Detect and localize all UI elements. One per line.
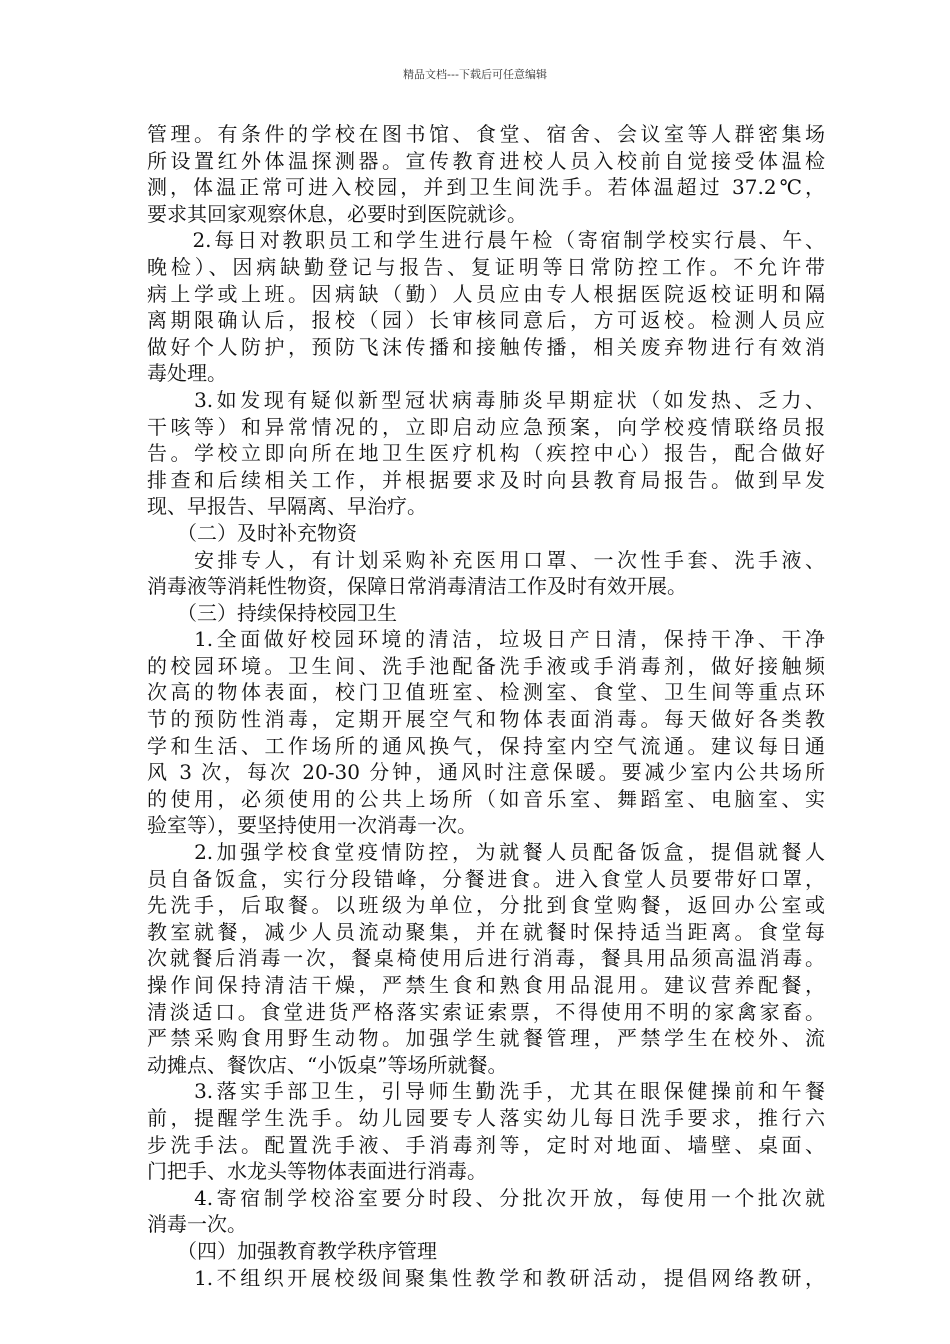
text-line: 操作间保持清洁干燥，严禁生食和熟食用品混用。建议营养配餐， [147, 973, 825, 997]
text-line: 节的预防性消毒，定期开展空气和物体表面消毒。每天做好各类教 [147, 707, 825, 732]
text-line: 次就餐后消毒一次，餐桌椅使用后进行消毒，餐具用品须高温消毒。 [147, 946, 825, 971]
text-line: 1.不组织开展校级间聚集性教学和教研活动，提倡网络教研， [147, 1265, 825, 1290]
text-line: 次高的物体表面，校门卫值班室、检测室、食堂、卫生间等重点环 [147, 680, 825, 705]
text-line: 安排专人，有计划采购补充医用口罩、一次性手套、洗手液、 [147, 547, 825, 572]
text-line: 病上学或上班。因病缺（勤）人员应由专人根据医院返校证明和隔 [147, 281, 825, 306]
text-line: 干咳等）和异常情况的，立即启动应急预案，向学校疫情联络员报 [147, 414, 825, 439]
text-line: 步洗手法。配置洗手液、手消毒剂等，定时对地面、墙壁、桌面、 [147, 1132, 825, 1157]
text-line: 动摊点、餐饮店、“小饭桌”等场所就餐。 [147, 1052, 508, 1077]
text-line: 的使用，必须使用的公共上场所（如音乐室、舞蹈室、电脑室、实 [147, 786, 825, 811]
text-line: 2.加强学校食堂疫情防控，为就餐人员配备饭盒，提倡就餐人 [147, 840, 825, 865]
text-line: （二）及时补充物资 [147, 520, 357, 545]
text-line: 门把手、水龙头等物体表面进行消毒。 [147, 1159, 487, 1184]
page-header: 精品文档---下载后可任意编辑 [403, 68, 547, 81]
text-line: 先洗手，后取餐。以班级为单位，分批到食堂购餐，返回办公室或 [147, 893, 825, 918]
text-line: 3.如发现有疑似新型冠状病毒肺炎早期症状（如发热、乏力、 [147, 387, 825, 412]
text-line: 1.全面做好校园环境的清洁，垃圾日产日清，保持干净、干净 [147, 627, 825, 652]
text-line: 消毒液等消耗性物资，保障日常消毒清洁工作及时有效开展。 [147, 574, 687, 599]
text-line: 测，体温正常可进入校园，并到卫生间洗手。若体温超过 37.2℃， [147, 175, 825, 200]
text-line: 教室就餐，减少人员流动聚集，并在就餐时保持适当距离。食堂每 [147, 919, 825, 944]
text-line: （四）加强教育教学秩序管理 [147, 1238, 437, 1263]
text-line: 毒处理。 [147, 361, 227, 386]
text-line: 要求其回家观察休息，必要时到医院就诊。 [147, 201, 527, 226]
text-line: 晚检）、因病缺勤登记与报告、复证明等日常防控工作。不允许带 [147, 254, 825, 279]
text-line: 4.寄宿制学校浴室要分时段、分批次开放，每使用一个批次就 [147, 1185, 825, 1210]
text-line: 严禁采购食用野生动物。加强学生就餐管理，严禁学生在校外、流 [147, 1026, 825, 1051]
text-line: 排查和后续相关工作，并根据要求及时向县教育局报告。做到早发 [147, 467, 825, 492]
document-body [147, 121, 825, 1291]
text-line: 风 3 次，每次 20-30 分钟，通风时注意保暖。要减少室内公共场所 [147, 760, 825, 785]
text-line: （三）持续保持校园卫生 [147, 600, 397, 625]
text-line: 现、早报告、早隔离、早治疗。 [147, 494, 427, 519]
text-line: 离期限确认后，报校（园）长审核同意后，方可返校。检测人员应 [147, 308, 825, 333]
text-line: 所设置红外体温探测器。宣传教育进校人员入校前自觉接受体温检 [147, 148, 825, 173]
text-line: 消毒一次。 [147, 1212, 247, 1237]
text-line: 的校园环境。卫生间、洗手池配备洗手液或手消毒剂，做好接触频 [147, 653, 825, 678]
text-line: 做好个人防护，预防飞沫传播和接触传播，相关废弃物进行有效消 [147, 334, 825, 359]
text-line: 学和生活、工作场所的通风换气，保持室内空气流通。建议每日通 [147, 733, 825, 758]
text-line: 前，提醒学生洗手。幼儿园要专人落实幼儿每日洗手要求，推行六 [147, 1105, 825, 1130]
text-line: 管理。有条件的学校在图书馆、食堂、宿舍、会议室等人群密集场 [147, 122, 825, 146]
text-line: 3.落实手部卫生，引导师生勤洗手，尤其在眼保健操前和午餐 [147, 1079, 825, 1104]
text-line: 验室等），要坚持使用一次消毒一次。 [147, 813, 477, 838]
text-line: 清淡适口。食堂进货严格落实索证索票，不得使用不明的家禽家畜。 [147, 999, 825, 1024]
text-line: 2.每日对教职员工和学生进行晨午检（寄宿制学校实行晨、午、 [147, 228, 825, 253]
text-line: 告。学校立即向所在地卫生医疗机构（疾控中心）报告，配合做好 [147, 441, 825, 466]
text-line: 员自备饭盒，实行分段错峰，分餐进食。进入食堂人员要带好口罩， [147, 866, 825, 891]
